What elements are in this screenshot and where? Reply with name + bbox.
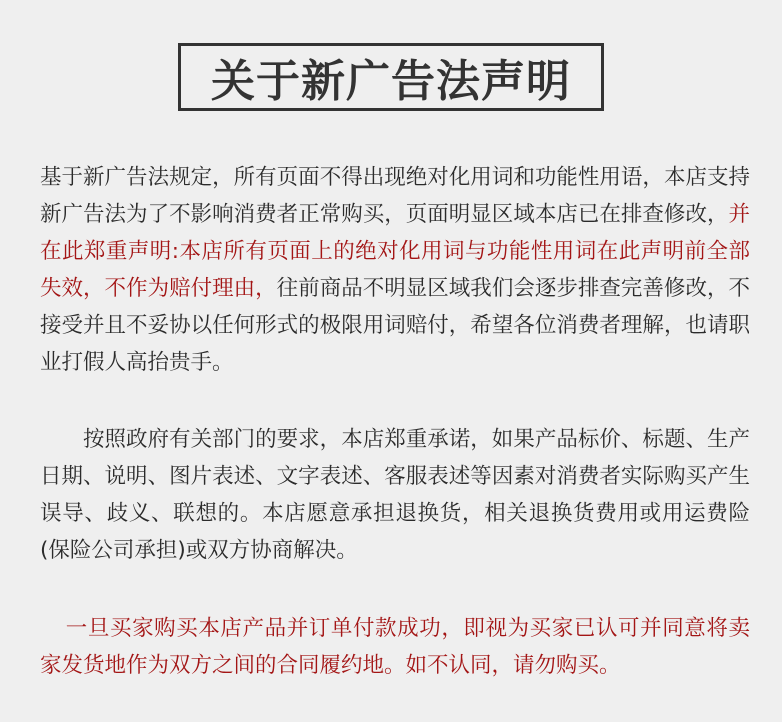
page-title: 关于新广告法声明 xyxy=(211,56,571,107)
paragraph-1-intro: 基于新广告法规定，所有页面不得出现绝对化用词和功能性用语，本店支持新广告法为了不影响消费者正常购买，页面明显区域本店已在排查修改， xyxy=(40,165,750,227)
statement-paragraph-3: 一旦买家购买本店产品并订单付款成功，即视为买家已认可并同意将卖家发货地作为双方之间的合同履约地。如不认同，请勿购买。 xyxy=(40,616,750,678)
paragraph-1-outro: 往前商品不明显区域我们会逐步排查完善修改，不接受并且不妥协以任何形式的极限用词赔付，希望各位消费者理解，也请职业打假人高抬贵手。 xyxy=(40,276,750,375)
paragraph-1-emphasis: 并在此郑重声明:本店所有页面上的绝对化用词与功能性用词在此声明前全部失效，不作为赔付理由， xyxy=(40,202,750,301)
title-box xyxy=(178,43,604,111)
statement-paragraph-2: 按照政府有关部门的要求，本店郑重承诺，如果产品标价、标题、生产日期、说明、图片表述、文字表述、客服表述等因素对消费者实际购买产生误导、歧义、联想的。本店愿意承担退换货，相关退换货费用或用运费险(保险公司承担)或双方协商解决。 xyxy=(40,427,750,563)
statement-paragraph-1 xyxy=(40,159,750,381)
